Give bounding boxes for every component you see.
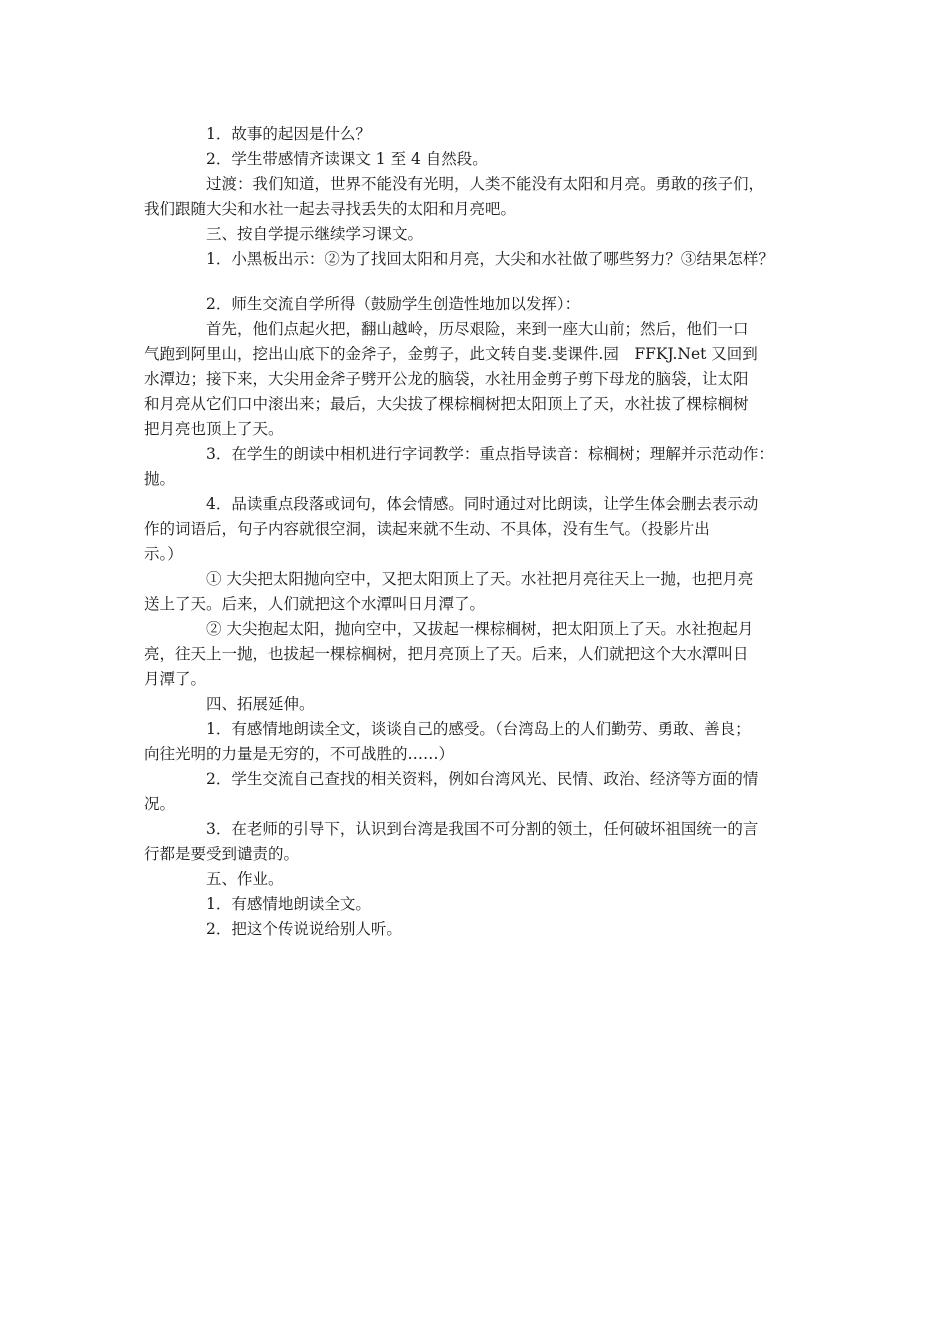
text-line: 3．在老师的引导下，认识到台湾是我国不可分割的领土，任何破坏祖国统一的言 bbox=[206, 820, 759, 838]
text-line: ② 大尖抱起太阳，抛向空中，又拔起一棵棕榈树，把太阳顶上了天。水社抱起月 bbox=[206, 620, 754, 638]
text-line: 月潭了。 bbox=[144, 670, 207, 688]
text-line: 1．有感情地朗读全文，谈谈自己的感受。（台湾岛上的人们勤劳、勇敢、善良； bbox=[206, 720, 751, 738]
text-line: 3．在学生的朗读中相机进行字词教学：重点指导读音：棕榈树；理解并示范动作： bbox=[206, 445, 774, 463]
text-line: 1．故事的起因是什么？ bbox=[206, 125, 371, 143]
text-line: 作的词语后，句子内容就很空洞，读起来就不生动、不具体，没有生气。（投影片出 bbox=[144, 520, 710, 538]
text-line: 1．有感情地朗读全文。 bbox=[206, 895, 371, 913]
text-line: 2．学生交流自己查找的相关资料，例如台湾风光、民情、政治、经济等方面的情 bbox=[206, 770, 759, 788]
text-line: 和月亮从它们口中滚出来；最后，大尖拔了棵棕榈树把太阳顶上了天，水社拔了棵棕榈树 bbox=[144, 395, 749, 413]
text-line: 首先，他们点起火把，翻山越岭，历尽艰险，来到一座大山前；然后，他们一口 bbox=[206, 320, 749, 338]
text-line: 2．师生交流自学所得（鼓励学生创造性地加以发挥）： bbox=[206, 295, 581, 313]
text-line: 把月亮也顶上了天。 bbox=[144, 420, 284, 438]
document-body bbox=[144, 122, 814, 942]
text-line: 行都是要受到谴责的。 bbox=[144, 845, 300, 863]
text-line: 我们跟随大尖和水社一起去寻找丢失的太阳和月亮吧。 bbox=[144, 200, 517, 218]
text-line: 示。） bbox=[144, 545, 183, 563]
text-line: 况。 bbox=[144, 795, 176, 813]
section-heading: 三、按自学提示继续学习课文。 bbox=[206, 225, 424, 243]
blank-line bbox=[144, 272, 814, 292]
section-heading: 五、作业。 bbox=[206, 870, 284, 888]
text-line: 2．把这个传说说给别人听。 bbox=[206, 920, 402, 938]
text-line: 抛。 bbox=[144, 470, 176, 488]
text-line: 1．小黑板出示：②为了找回太阳和月亮，大尖和水社做了哪些努力？③结果怎样？ bbox=[206, 250, 774, 268]
text-line: 气跑到阿里山，挖出山底下的金斧子，金剪子，此文转自斐.斐课件.园 FFKJ.Net 又回到 bbox=[144, 345, 758, 363]
text-line: 过渡：我们知道，世界不能没有光明，人类不能没有太阳和月亮。勇敢的孩子们， bbox=[206, 175, 765, 193]
text-line: 水潭边；接下来，大尖用金斧子劈开公龙的脑袋，水社用金剪子剪下母龙的脑袋，让太阳 bbox=[144, 370, 749, 388]
text-line: 向往光明的力量是无穷的，不可战胜的……） bbox=[144, 745, 455, 763]
text-line: 亮，往天上一抛，也拔起一棵棕榈树，把月亮顶上了天。后来，人们就把这个大水潭叫日 bbox=[144, 645, 749, 663]
text-line: 4．品读重点段落或词句，体会情感。同时通过对比朗读，让学生体会删去表示动 bbox=[206, 495, 759, 513]
text-line: ① 大尖把太阳抛向空中，又把太阳顶上了天。水社把月亮往天上一抛，也把月亮 bbox=[206, 570, 754, 588]
section-heading: 四、拓展延伸。 bbox=[206, 695, 315, 713]
text-line: 2．学生带感情齐读课文 1 至 4 自然段。 bbox=[206, 150, 488, 168]
text-line: 送上了天。后来，人们就把这个水潭叫日月潭了。 bbox=[144, 595, 486, 613]
